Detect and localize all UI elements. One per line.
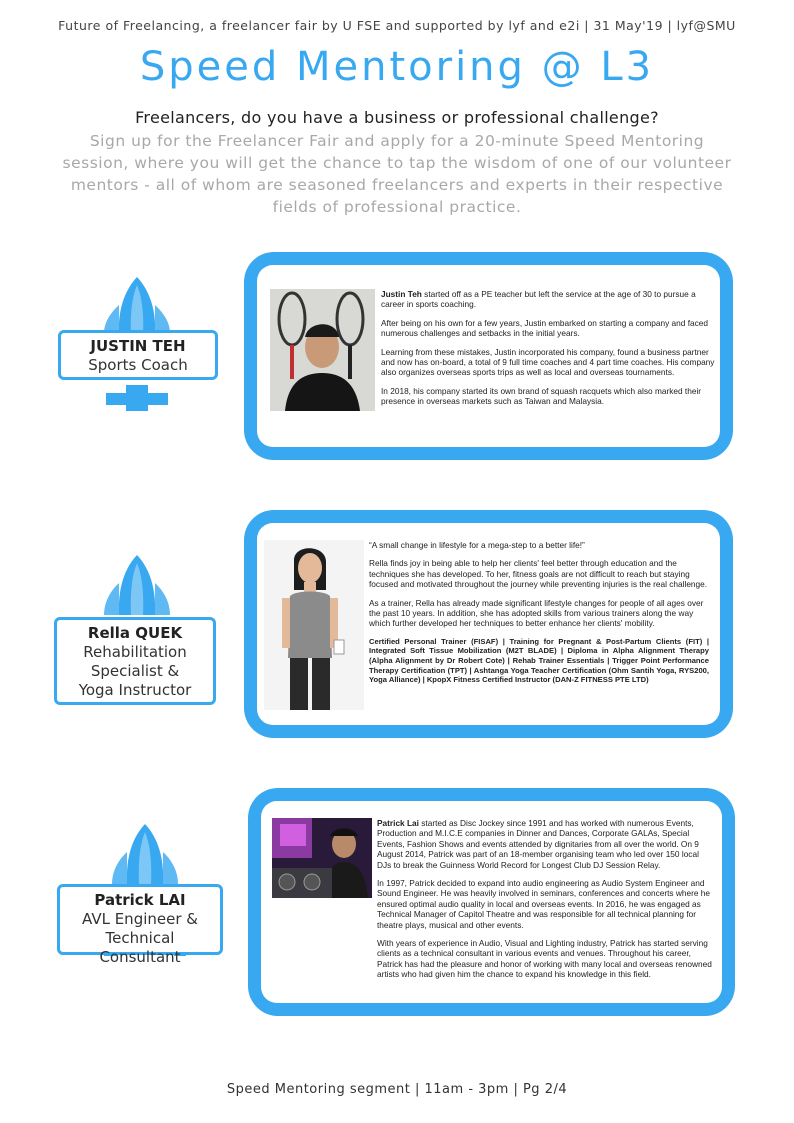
event-info-line: Future of Freelancing, a freelancer fair by U FSE and supported by lyf and e2i | 31 May'19 | lyf@SMU bbox=[58, 18, 736, 33]
mentor-role: Rehabilitation bbox=[83, 643, 187, 661]
mentor-bio bbox=[381, 289, 715, 415]
mentor-name: Rella QUEK bbox=[87, 624, 183, 642]
bio-paragraph: With years of experience in Audio, Visual and Lighting industry, Patrick has started serving clients as a technical consultant in various events and venues. Throughout his career, Patrick has had the pleasure and honor of working with many local and overseas renowned artists who had given him the chance to expand his knowledge in this field. bbox=[377, 938, 712, 980]
bio-lead-name: Justin Teh bbox=[381, 289, 422, 299]
mentor-role: Technical Consultant bbox=[99, 929, 181, 966]
mentor-bio-card bbox=[244, 510, 733, 738]
bio-paragraph: started off as a PE teacher but left the service at the age of 30 to pursue a career in sports coaching. bbox=[381, 289, 696, 310]
mentor-photo bbox=[272, 818, 372, 898]
mentor-name: JUSTIN TEH bbox=[90, 337, 186, 355]
bio-quote: “A small change in lifestyle for a mega-step to a better life!” bbox=[369, 540, 585, 550]
mentor-bio bbox=[369, 540, 709, 693]
mentor-name-box bbox=[54, 617, 216, 705]
bio-paragraph: As a trainer, Rella has already made significant lifestyle changes for people of all ages over the past 10 years. In addition, she has adopted skills from various trainers along the way which further developed her techniques to better enhance her clients' mobility. bbox=[369, 597, 704, 629]
page-title: Speed Mentoring @ L3 bbox=[139, 44, 655, 90]
mentor-name-box bbox=[58, 330, 218, 380]
bio-paragraph: Rella finds joy in being able to help her clients' feel better through education and the techniques she has developed. To her, fitness goals are not difficult to reach but staying focused and motivated throughout the journey while preventing injuries is the real challenge. bbox=[369, 558, 708, 590]
mentor-bio-card bbox=[244, 252, 733, 460]
mentor-bio bbox=[377, 818, 713, 988]
mentor-name: Patrick LAI bbox=[94, 891, 186, 909]
bio-paragraph: In 1997, Patrick decided to expand into audio engineering as Audio System Engineer and Sound Engineer. He was heavily involved in seminars, conferences and concerts where he ensured optimal audio quality in local and overseas events. In 2016, he was engaged as Technical Manager of Capitol Theatre and was responsible for all technical planning for theatre plays, musical and other events. bbox=[377, 878, 710, 930]
mentor-role: Sports Coach bbox=[88, 356, 188, 374]
mentor-bio-card bbox=[248, 788, 735, 1016]
mentor-photo bbox=[264, 540, 364, 710]
bio-paragraph: In 2018, his company started its own brand of squash racquets which also marked their presence in overseas markets such as Taiwan and Malaysia. bbox=[381, 385, 702, 407]
bio-paragraph: After being on his own for a few years, Justin embarked on starting a company and faced numerous challenges and setbacks in the initial years. bbox=[381, 317, 708, 339]
mentor-role: Yoga Instructor bbox=[78, 681, 192, 699]
mentor-name-box bbox=[57, 884, 223, 966]
question-heading: Freelancers, do you have a business or professional challenge? bbox=[135, 108, 659, 127]
mentor-role: Specialist & bbox=[90, 662, 180, 680]
intro-paragraph: Sign up for the Freelancer Fair and apply for a 20-minute Speed Mentoring session, where you will get the chance to tap the wisdom of one of our volunteer mentors - all of whom are seasoned freelancers and experts in their respective fields of professional practice. bbox=[62, 132, 732, 216]
mentor-photo bbox=[270, 289, 375, 411]
bio-certifications: Certified Personal Trainer (FISAF) | Training for Pregnant & Post-Partum Clients (FIT) | Integrated Soft Tissue Mobilization (M2T BLADE) | Diploma in Alpha Alignment Therapy (Alpha Alignment by Dr Robert Cote) | Rehab Trainer Essentials | Trigger Point Performance Therapy Certification (TPT) | Ashtanga Yoga Teacher Certification (Ohm Santih Yoga, RYS200, Yoga Alliance) | KpopX Fitness Certified Instructor (DAN-Z FITNESS PTE LTD) bbox=[369, 636, 709, 685]
bio-lead-name: Patrick Lai bbox=[377, 818, 419, 828]
bio-paragraph: Learning from these mistakes, Justin incorporated his company, found a business partner and now has on-board, a total of 9 full time coaches and 4 part time coaches. His company also organizes overseas sports trips as well as local and overseas tournaments. bbox=[381, 346, 715, 378]
mentor-role: AVL Engineer & bbox=[82, 910, 198, 928]
bio-paragraph: started as Disc Jockey since 1991 and has worked with numerous Events, Production and M.I.C.E companies in Dinner and Dances, Corporate GALAs, Special Events, Fashion Shows and events attended by dignitaries from all over the world. On 9 August 2014, Patrick was part of an 18-member organising team who led over 150 local DJs to break the Guinness World Record for Longest Club DJ Session Relay. bbox=[377, 818, 699, 870]
page-footer: Speed Mentoring segment | 11am - 3pm | Pg 2/4 bbox=[226, 1082, 568, 1097]
rocket-icon bbox=[92, 553, 182, 623]
